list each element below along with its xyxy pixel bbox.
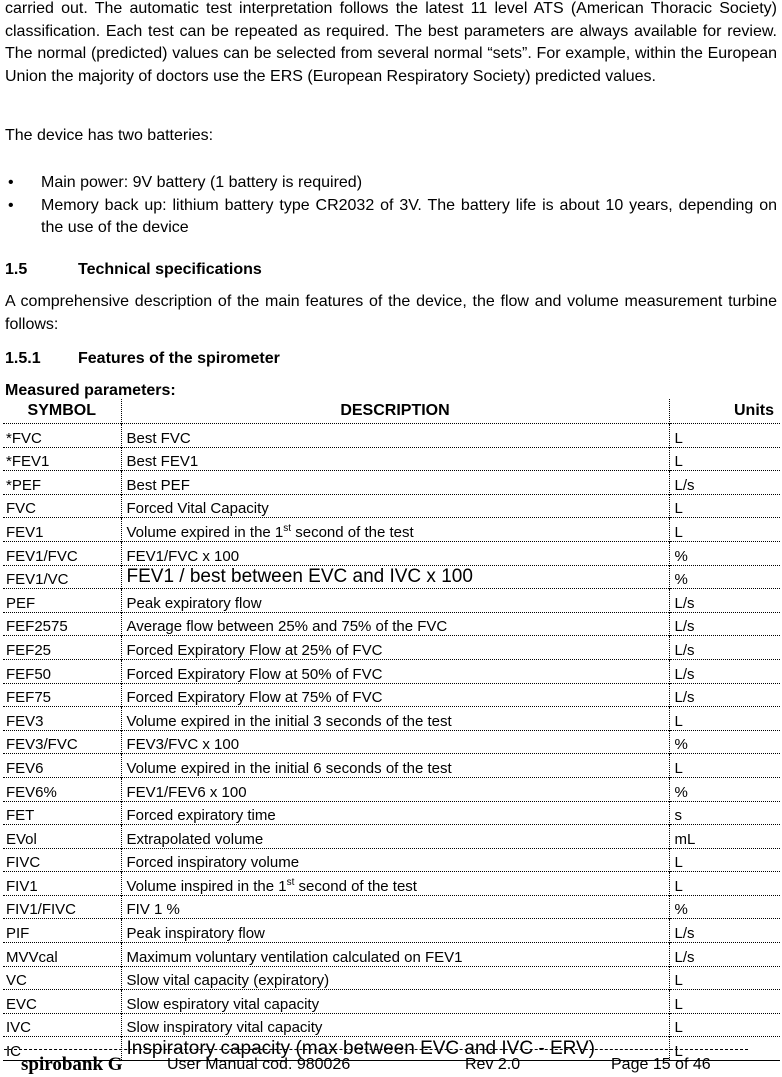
table-row xyxy=(3,541,780,565)
units-cell: L/s xyxy=(669,919,780,943)
table-row xyxy=(3,895,780,919)
table-row xyxy=(3,943,780,967)
symbol-cell: VC xyxy=(3,966,121,990)
description-cell: FEV1 / best between EVC and IVC x 100 xyxy=(121,565,669,589)
description-cell: Peak inspiratory flow xyxy=(121,919,669,943)
footer-manual-code: User Manual cod. 980026 xyxy=(167,1056,351,1073)
table-row xyxy=(3,565,780,589)
table-row xyxy=(3,754,780,778)
description-cell: Maximum voluntary ventilation calculated on FEV1 xyxy=(121,943,669,967)
units-cell: % xyxy=(669,730,780,754)
units-cell: L xyxy=(669,1037,780,1061)
section-title: Technical specifications xyxy=(78,261,262,278)
description-cell: Best FVC xyxy=(121,424,669,448)
description-cell: Forced expiratory time xyxy=(121,801,669,825)
symbol-cell: FEV3/FVC xyxy=(3,730,121,754)
description-cell: Forced Expiratory Flow at 75% of FVC xyxy=(121,683,669,707)
description-cell: FIV 1 % xyxy=(121,895,669,919)
description-cell: FEV1/FVC x 100 xyxy=(121,541,669,565)
description-cell: FEV3/FVC x 100 xyxy=(121,730,669,754)
table-row xyxy=(3,659,780,683)
symbol-cell: MVVcal xyxy=(3,943,121,967)
description-cell: Extrapolated volume xyxy=(121,825,669,849)
table-row xyxy=(3,518,780,542)
table-row xyxy=(3,966,780,990)
symbol-cell: *PEF xyxy=(3,471,121,495)
table-row xyxy=(3,471,780,495)
table-row xyxy=(3,990,780,1014)
units-cell: % xyxy=(669,565,780,589)
section-number: 1.5 xyxy=(5,261,28,278)
description-cell: Inspiratory capacity (max between EVC and IVC - ERV) xyxy=(121,1037,669,1061)
description-cell: Slow espiratory vital capacity xyxy=(121,990,669,1014)
table-row xyxy=(3,589,780,613)
description-cell: Volume expired in the initial 6 seconds of the test xyxy=(121,754,669,778)
description-cell: Forced Vital Capacity xyxy=(121,494,669,518)
units-cell: L xyxy=(669,707,780,731)
units-cell: L xyxy=(669,990,780,1014)
symbol-cell: FEF75 xyxy=(3,683,121,707)
section-paragraph: A comprehensive description of the main features of the device, the flow and volume measurement turbine follows: xyxy=(5,293,777,333)
description-cell: Slow vital capacity (expiratory) xyxy=(121,966,669,990)
symbol-cell: FEV6% xyxy=(3,777,121,801)
table-row xyxy=(3,777,780,801)
description-text: Volume expired in the 1 xyxy=(126,523,284,541)
symbol-cell: *FEV1 xyxy=(3,447,121,471)
symbol-cell: PIF xyxy=(3,919,121,943)
symbol-cell: FIV1 xyxy=(3,872,121,896)
units-cell: % xyxy=(669,777,780,801)
symbol-cell: FIV1/FIVC xyxy=(3,895,121,919)
description-text: Volume inspired in the 1 xyxy=(126,877,287,895)
symbol-cell: FEF2575 xyxy=(3,612,121,636)
footer-divider xyxy=(4,1049,748,1050)
units-cell: L xyxy=(669,447,780,471)
units-cell: s xyxy=(669,801,780,825)
units-cell: L xyxy=(669,494,780,518)
bullet-icon: • xyxy=(8,174,14,191)
header-units: Units xyxy=(669,399,780,424)
measured-parameters-label: Measured parameters: xyxy=(5,382,176,399)
parameters-table xyxy=(3,399,780,1061)
table-row xyxy=(3,636,780,660)
units-cell: L/s xyxy=(669,471,780,495)
description-cell: Forced inspiratory volume xyxy=(121,848,669,872)
symbol-cell: PEF xyxy=(3,589,121,613)
units-cell: L xyxy=(669,966,780,990)
description-cell: Forced Expiratory Flow at 25% of FVC xyxy=(121,636,669,660)
footer-page-number: Page 15 of 46 xyxy=(611,1056,711,1073)
units-cell: L/s xyxy=(669,612,780,636)
symbol-cell: FVC xyxy=(3,494,121,518)
symbol-cell: *FVC xyxy=(3,424,121,448)
table-row xyxy=(3,494,780,518)
table-row xyxy=(3,447,780,471)
symbol-cell: FEV6 xyxy=(3,754,121,778)
table-header-row xyxy=(3,399,780,424)
symbol-cell: EVC xyxy=(3,990,121,1014)
description-cell: Average flow between 25% and 75% of the FVC xyxy=(121,612,669,636)
superscript: st xyxy=(286,876,295,888)
units-cell: L/s xyxy=(669,589,780,613)
table-row xyxy=(3,825,780,849)
units-cell: % xyxy=(669,541,780,565)
table-row xyxy=(3,612,780,636)
units-cell: L/s xyxy=(669,683,780,707)
symbol-cell: FIVC xyxy=(3,848,121,872)
description-cell: Best FEV1 xyxy=(121,447,669,471)
symbol-cell: FET xyxy=(3,801,121,825)
subsection-heading xyxy=(5,350,280,368)
table-row xyxy=(3,872,780,896)
superscript: st xyxy=(283,522,292,534)
footer-revision: Rev 2.0 xyxy=(465,1056,521,1073)
units-cell: L/s xyxy=(669,943,780,967)
subsection-title: Features of the spirometer xyxy=(78,350,280,367)
symbol-cell: FEV1/VC xyxy=(3,565,121,589)
batteries-intro: The device has two batteries: xyxy=(5,127,214,144)
symbol-cell: FEV1/FVC xyxy=(3,541,121,565)
intro-paragraph: carried out. The automatic test interpretation follows the latest 11 level ATS (American Thoracic Society) classification. Each test can be repeated as required. The best parameters are always available for review. The normal (predicted) values can be selected from several normal “sets”. For example, within the European Union the majority of doctors use the ERS (European Respiratory Society) predicted values. xyxy=(5,0,777,85)
table-row xyxy=(3,424,780,448)
section-heading xyxy=(5,261,262,279)
bullet-text: Memory back up: lithium battery type CR2032 of 3V. The battery life is about 10 years, depending on the use of the device xyxy=(41,197,777,236)
table-row xyxy=(3,919,780,943)
description-cell: Peak expiratory flow xyxy=(121,589,669,613)
symbol-cell: IC xyxy=(3,1037,121,1061)
table-row xyxy=(3,683,780,707)
table-row xyxy=(3,801,780,825)
units-cell: % xyxy=(669,895,780,919)
description-text: second of the test xyxy=(294,877,417,895)
symbol-cell: FEV1 xyxy=(3,518,121,542)
description-cell: FEV1/FEV6 x 100 xyxy=(121,777,669,801)
description-cell xyxy=(121,872,669,896)
units-cell: L xyxy=(669,754,780,778)
units-cell: L/s xyxy=(669,659,780,683)
description-cell: Slow inspiratory vital capacity xyxy=(121,1013,669,1037)
symbol-cell: FEV3 xyxy=(3,707,121,731)
bullet-icon: • xyxy=(8,197,14,214)
units-cell: L xyxy=(669,518,780,542)
symbol-cell: FEF50 xyxy=(3,659,121,683)
header-symbol: SYMBOL xyxy=(27,402,96,419)
table-row xyxy=(3,730,780,754)
bullet-text: Main power: 9V battery (1 battery is required) xyxy=(41,174,363,191)
symbol-cell: FEF25 xyxy=(3,636,121,660)
description-cell: Volume expired in the initial 3 seconds of the test xyxy=(121,707,669,731)
table-row xyxy=(3,1013,780,1037)
description-cell: Forced Expiratory Flow at 50% of FVC xyxy=(121,659,669,683)
header-description: DESCRIPTION xyxy=(121,399,669,424)
footer-brand: spirobank G xyxy=(21,1054,123,1075)
description-cell: Best PEF xyxy=(121,471,669,495)
symbol-cell: IVC xyxy=(3,1013,121,1037)
table-row xyxy=(3,707,780,731)
units-cell: L xyxy=(669,424,780,448)
subsection-number: 1.5.1 xyxy=(5,350,41,367)
description-cell xyxy=(121,518,669,542)
units-cell: L xyxy=(669,848,780,872)
units-cell: mL xyxy=(669,825,780,849)
units-cell: L xyxy=(669,872,780,896)
table-row xyxy=(3,848,780,872)
description-text: second of the test xyxy=(291,523,414,541)
units-cell: L xyxy=(669,1013,780,1037)
symbol-cell: EVol xyxy=(3,825,121,849)
units-cell: L/s xyxy=(669,636,780,660)
